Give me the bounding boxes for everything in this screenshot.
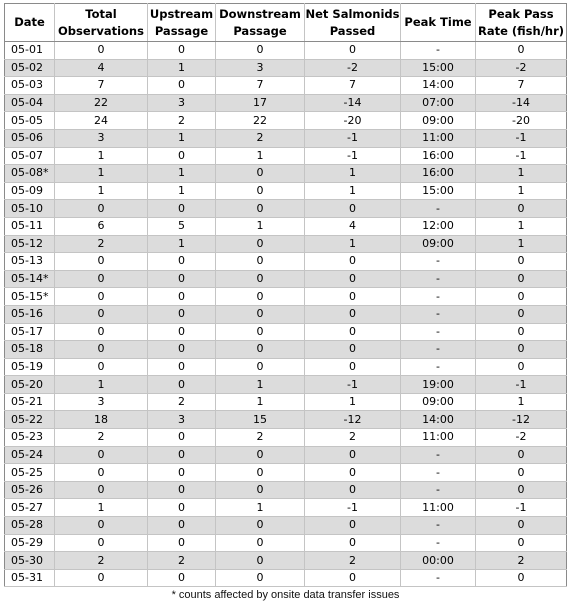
peak-pass-rate-cell: 0 xyxy=(476,534,567,552)
table-row xyxy=(5,499,567,517)
peak-pass-rate-cell: 1 xyxy=(476,235,567,253)
downstream-passage-cell: 0 xyxy=(216,182,305,200)
peak-pass-rate-cell: -1 xyxy=(476,129,567,147)
peak-time-cell: 11:00 xyxy=(401,499,476,517)
date-cell: 05-08* xyxy=(5,165,55,183)
total-observations-cell: 1 xyxy=(55,147,148,165)
upstream-passage-cell: 0 xyxy=(148,569,216,587)
header-total-line1: Total xyxy=(85,6,117,21)
table-row xyxy=(5,112,567,130)
header-rate-line1: Peak Pass xyxy=(488,6,554,21)
peak-pass-rate-cell: 0 xyxy=(476,358,567,376)
net-salmonids-cell: 1 xyxy=(305,393,401,411)
table-row xyxy=(5,147,567,165)
date-cell: 05-03 xyxy=(5,77,55,95)
net-salmonids-cell: 1 xyxy=(305,165,401,183)
header-net-line2: Passed xyxy=(329,23,376,38)
downstream-passage-cell: 1 xyxy=(216,393,305,411)
date-cell: 05-14* xyxy=(5,270,55,288)
salmon-passage-table xyxy=(4,3,567,587)
date-cell: 05-25 xyxy=(5,464,55,482)
header-total-observations xyxy=(55,4,148,42)
upstream-passage-cell: 0 xyxy=(148,534,216,552)
net-salmonids-cell: 0 xyxy=(305,288,401,306)
table-row xyxy=(5,42,567,60)
peak-pass-rate-cell: -12 xyxy=(476,411,567,429)
total-observations-cell: 0 xyxy=(55,200,148,218)
peak-time-cell: - xyxy=(401,288,476,306)
peak-time-cell: 15:00 xyxy=(401,59,476,77)
table-row xyxy=(5,429,567,447)
header-upstream-line2: Passage xyxy=(154,23,209,38)
downstream-passage-cell: 0 xyxy=(216,446,305,464)
header-net-salmonids-passed xyxy=(305,4,401,42)
net-salmonids-cell: 0 xyxy=(305,305,401,323)
table-row xyxy=(5,358,567,376)
downstream-passage-cell: 2 xyxy=(216,129,305,147)
downstream-passage-cell: 2 xyxy=(216,429,305,447)
peak-pass-rate-cell: 0 xyxy=(476,323,567,341)
peak-time-cell: - xyxy=(401,341,476,359)
peak-time-cell: - xyxy=(401,323,476,341)
date-cell: 05-01 xyxy=(5,42,55,60)
total-observations-cell: 0 xyxy=(55,270,148,288)
peak-pass-rate-cell: 0 xyxy=(476,481,567,499)
upstream-passage-cell: 1 xyxy=(148,235,216,253)
net-salmonids-cell: 0 xyxy=(305,341,401,359)
peak-time-cell: - xyxy=(401,42,476,60)
date-cell: 05-24 xyxy=(5,446,55,464)
peak-pass-rate-cell: 7 xyxy=(476,77,567,95)
peak-time-cell: 16:00 xyxy=(401,165,476,183)
peak-time-cell: - xyxy=(401,517,476,535)
peak-pass-rate-cell: -1 xyxy=(476,147,567,165)
table-row xyxy=(5,182,567,200)
peak-pass-rate-cell: 1 xyxy=(476,182,567,200)
downstream-passage-cell: 0 xyxy=(216,341,305,359)
net-salmonids-cell: -1 xyxy=(305,129,401,147)
date-cell: 05-18 xyxy=(5,341,55,359)
peak-pass-rate-cell: 0 xyxy=(476,305,567,323)
table-row xyxy=(5,376,567,394)
peak-time-cell: - xyxy=(401,305,476,323)
date-cell: 05-02 xyxy=(5,59,55,77)
peak-pass-rate-cell: 1 xyxy=(476,165,567,183)
upstream-passage-cell: 0 xyxy=(148,446,216,464)
peak-pass-rate-cell: 0 xyxy=(476,288,567,306)
upstream-passage-cell: 1 xyxy=(148,59,216,77)
peak-pass-rate-cell: -14 xyxy=(476,94,567,112)
upstream-passage-cell: 3 xyxy=(148,411,216,429)
downstream-passage-cell: 3 xyxy=(216,59,305,77)
net-salmonids-cell: 0 xyxy=(305,358,401,376)
date-cell: 05-17 xyxy=(5,323,55,341)
peak-pass-rate-cell: 0 xyxy=(476,569,567,587)
peak-pass-rate-cell: 0 xyxy=(476,517,567,535)
total-observations-cell: 3 xyxy=(55,129,148,147)
downstream-passage-cell: 0 xyxy=(216,200,305,218)
total-observations-cell: 1 xyxy=(55,499,148,517)
net-salmonids-cell: -12 xyxy=(305,411,401,429)
upstream-passage-cell: 1 xyxy=(148,165,216,183)
net-salmonids-cell: 0 xyxy=(305,534,401,552)
header-net-line1: Net Salmonids xyxy=(305,6,400,21)
total-observations-cell: 1 xyxy=(55,182,148,200)
table-row xyxy=(5,217,567,235)
upstream-passage-cell: 0 xyxy=(148,481,216,499)
upstream-passage-cell: 0 xyxy=(148,464,216,482)
table-row xyxy=(5,569,567,587)
table-row xyxy=(5,270,567,288)
table-row xyxy=(5,305,567,323)
net-salmonids-cell: 0 xyxy=(305,42,401,60)
upstream-passage-cell: 0 xyxy=(148,288,216,306)
footnote: * counts affected by onsite data transfer issues xyxy=(171,589,400,601)
date-cell: 05-07 xyxy=(5,147,55,165)
peak-time-cell: 14:00 xyxy=(401,77,476,95)
date-cell: 05-09 xyxy=(5,182,55,200)
table-row xyxy=(5,77,567,95)
date-cell: 05-22 xyxy=(5,411,55,429)
table-row xyxy=(5,94,567,112)
upstream-passage-cell: 0 xyxy=(148,77,216,95)
upstream-passage-cell: 0 xyxy=(148,253,216,271)
peak-time-cell: - xyxy=(401,253,476,271)
total-observations-cell: 7 xyxy=(55,77,148,95)
date-cell: 05-11 xyxy=(5,217,55,235)
upstream-passage-cell: 2 xyxy=(148,112,216,130)
peak-time-cell: 19:00 xyxy=(401,376,476,394)
net-salmonids-cell: 1 xyxy=(305,235,401,253)
peak-time-cell: 09:00 xyxy=(401,235,476,253)
table-row xyxy=(5,446,567,464)
net-salmonids-cell: -1 xyxy=(305,147,401,165)
table-row xyxy=(5,165,567,183)
table-row xyxy=(5,253,567,271)
table-row xyxy=(5,411,567,429)
total-observations-cell: 0 xyxy=(55,305,148,323)
upstream-passage-cell: 0 xyxy=(148,499,216,517)
peak-time-cell: - xyxy=(401,270,476,288)
upstream-passage-cell: 0 xyxy=(148,147,216,165)
downstream-passage-cell: 1 xyxy=(216,147,305,165)
downstream-passage-cell: 0 xyxy=(216,270,305,288)
date-cell: 05-10 xyxy=(5,200,55,218)
date-cell: 05-13 xyxy=(5,253,55,271)
net-salmonids-cell: 0 xyxy=(305,323,401,341)
table-row xyxy=(5,552,567,570)
total-observations-cell: 24 xyxy=(55,112,148,130)
header-date xyxy=(5,4,55,42)
peak-pass-rate-cell: 0 xyxy=(476,270,567,288)
date-cell: 05-06 xyxy=(5,129,55,147)
downstream-passage-cell: 0 xyxy=(216,305,305,323)
net-salmonids-cell: 4 xyxy=(305,217,401,235)
table-row xyxy=(5,481,567,499)
net-salmonids-cell: 0 xyxy=(305,200,401,218)
peak-time-cell: 11:00 xyxy=(401,429,476,447)
total-observations-cell: 0 xyxy=(55,253,148,271)
table-header xyxy=(5,4,567,42)
header-downstream-line1: Downstream xyxy=(219,6,301,21)
total-observations-cell: 0 xyxy=(55,534,148,552)
peak-pass-rate-cell: -2 xyxy=(476,429,567,447)
table-row xyxy=(5,200,567,218)
header-total-line2: Observations xyxy=(58,23,144,38)
total-observations-cell: 0 xyxy=(55,446,148,464)
total-observations-cell: 0 xyxy=(55,517,148,535)
net-salmonids-cell: -2 xyxy=(305,59,401,77)
peak-time-cell: 09:00 xyxy=(401,393,476,411)
peak-time-cell: 14:00 xyxy=(401,411,476,429)
date-cell: 05-04 xyxy=(5,94,55,112)
table-row xyxy=(5,517,567,535)
date-cell: 05-16 xyxy=(5,305,55,323)
date-cell: 05-21 xyxy=(5,393,55,411)
table-row xyxy=(5,534,567,552)
date-cell: 05-12 xyxy=(5,235,55,253)
header-downstream-line2: Passage xyxy=(233,23,287,38)
peak-pass-rate-cell: 0 xyxy=(476,446,567,464)
date-cell: 05-30 xyxy=(5,552,55,570)
peak-time-cell: 15:00 xyxy=(401,182,476,200)
peak-pass-rate-cell: 0 xyxy=(476,464,567,482)
total-observations-cell: 1 xyxy=(55,165,148,183)
total-observations-cell: 0 xyxy=(55,481,148,499)
date-cell: 05-20 xyxy=(5,376,55,394)
peak-pass-rate-cell: -1 xyxy=(476,376,567,394)
peak-pass-rate-cell: 0 xyxy=(476,253,567,271)
peak-time-cell: 12:00 xyxy=(401,217,476,235)
date-cell: 05-23 xyxy=(5,429,55,447)
downstream-passage-cell: 0 xyxy=(216,288,305,306)
total-observations-cell: 6 xyxy=(55,217,148,235)
table-row xyxy=(5,59,567,77)
header-rate-line2: Rate (fish/hr) xyxy=(477,23,565,38)
downstream-passage-cell: 0 xyxy=(216,517,305,535)
downstream-passage-cell: 0 xyxy=(216,481,305,499)
total-observations-cell: 4 xyxy=(55,59,148,77)
upstream-passage-cell: 0 xyxy=(148,429,216,447)
upstream-passage-cell: 0 xyxy=(148,323,216,341)
downstream-passage-cell: 22 xyxy=(216,112,305,130)
downstream-passage-cell: 7 xyxy=(216,77,305,95)
table-row xyxy=(5,341,567,359)
peak-time-cell: - xyxy=(401,534,476,552)
downstream-passage-cell: 1 xyxy=(216,376,305,394)
date-cell: 05-19 xyxy=(5,358,55,376)
downstream-passage-cell: 0 xyxy=(216,464,305,482)
net-salmonids-cell: 7 xyxy=(305,77,401,95)
net-salmonids-cell: 0 xyxy=(305,446,401,464)
date-cell: 05-28 xyxy=(5,517,55,535)
peak-time-cell: 09:00 xyxy=(401,112,476,130)
total-observations-cell: 0 xyxy=(55,569,148,587)
header-peak-time xyxy=(401,4,476,42)
peak-time-cell: - xyxy=(401,464,476,482)
net-salmonids-cell: 0 xyxy=(305,464,401,482)
downstream-passage-cell: 0 xyxy=(216,569,305,587)
downstream-passage-cell: 15 xyxy=(216,411,305,429)
net-salmonids-cell: -1 xyxy=(305,499,401,517)
date-cell: 05-29 xyxy=(5,534,55,552)
peak-time-cell: 11:00 xyxy=(401,129,476,147)
downstream-passage-cell: 0 xyxy=(216,552,305,570)
total-observations-cell: 0 xyxy=(55,42,148,60)
downstream-passage-cell: 1 xyxy=(216,217,305,235)
peak-time-cell: - xyxy=(401,481,476,499)
upstream-passage-cell: 0 xyxy=(148,341,216,359)
net-salmonids-cell: -20 xyxy=(305,112,401,130)
header-date-text: Date xyxy=(14,15,45,29)
upstream-passage-cell: 0 xyxy=(148,376,216,394)
net-salmonids-cell: 2 xyxy=(305,552,401,570)
date-cell: 05-31 xyxy=(5,569,55,587)
peak-pass-rate-cell: 0 xyxy=(476,341,567,359)
peak-pass-rate-cell: -20 xyxy=(476,112,567,130)
net-salmonids-cell: 0 xyxy=(305,270,401,288)
total-observations-cell: 22 xyxy=(55,94,148,112)
table-row xyxy=(5,464,567,482)
header-upstream-line1: Upstream xyxy=(149,6,214,21)
total-observations-cell: 0 xyxy=(55,341,148,359)
total-observations-cell: 0 xyxy=(55,464,148,482)
net-salmonids-cell: 0 xyxy=(305,569,401,587)
total-observations-cell: 2 xyxy=(55,235,148,253)
downstream-passage-cell: 0 xyxy=(216,253,305,271)
downstream-passage-cell: 0 xyxy=(216,534,305,552)
table-body xyxy=(5,42,567,587)
date-cell: 05-15* xyxy=(5,288,55,306)
total-observations-cell: 0 xyxy=(55,358,148,376)
upstream-passage-cell: 0 xyxy=(148,517,216,535)
peak-pass-rate-cell: 0 xyxy=(476,200,567,218)
header-upstream-passage xyxy=(148,4,216,42)
upstream-passage-cell: 0 xyxy=(148,358,216,376)
peak-time-cell: 00:00 xyxy=(401,552,476,570)
net-salmonids-cell: 2 xyxy=(305,429,401,447)
table-row xyxy=(5,129,567,147)
total-observations-cell: 0 xyxy=(55,323,148,341)
net-salmonids-cell: -1 xyxy=(305,376,401,394)
upstream-passage-cell: 5 xyxy=(148,217,216,235)
header-downstream-passage xyxy=(216,4,305,42)
net-salmonids-cell: 0 xyxy=(305,517,401,535)
peak-time-cell: - xyxy=(401,200,476,218)
header-row xyxy=(5,4,567,42)
total-observations-cell: 2 xyxy=(55,552,148,570)
peak-pass-rate-cell: 1 xyxy=(476,393,567,411)
peak-time-cell: 07:00 xyxy=(401,94,476,112)
upstream-passage-cell: 0 xyxy=(148,42,216,60)
table-row xyxy=(5,235,567,253)
upstream-passage-cell: 1 xyxy=(148,182,216,200)
total-observations-cell: 3 xyxy=(55,393,148,411)
table-row xyxy=(5,393,567,411)
total-observations-cell: 2 xyxy=(55,429,148,447)
upstream-passage-cell: 2 xyxy=(148,552,216,570)
peak-pass-rate-cell: 2 xyxy=(476,552,567,570)
table-row xyxy=(5,323,567,341)
downstream-passage-cell: 0 xyxy=(216,165,305,183)
header-peak-pass-rate xyxy=(476,4,567,42)
upstream-passage-cell: 1 xyxy=(148,129,216,147)
header-peak-time-text: Peak Time xyxy=(404,15,472,29)
downstream-passage-cell: 1 xyxy=(216,499,305,517)
peak-pass-rate-cell: -1 xyxy=(476,499,567,517)
upstream-passage-cell: 0 xyxy=(148,305,216,323)
downstream-passage-cell: 0 xyxy=(216,42,305,60)
peak-time-cell: 16:00 xyxy=(401,147,476,165)
downstream-passage-cell: 0 xyxy=(216,235,305,253)
total-observations-cell: 0 xyxy=(55,288,148,306)
net-salmonids-cell: 0 xyxy=(305,253,401,271)
net-salmonids-cell: 0 xyxy=(305,481,401,499)
peak-pass-rate-cell: -2 xyxy=(476,59,567,77)
date-cell: 05-05 xyxy=(5,112,55,130)
date-cell: 05-27 xyxy=(5,499,55,517)
downstream-passage-cell: 0 xyxy=(216,358,305,376)
peak-time-cell: - xyxy=(401,358,476,376)
total-observations-cell: 1 xyxy=(55,376,148,394)
date-cell: 05-26 xyxy=(5,481,55,499)
peak-pass-rate-cell: 1 xyxy=(476,217,567,235)
peak-time-cell: - xyxy=(401,569,476,587)
table-row xyxy=(5,288,567,306)
peak-time-cell: - xyxy=(401,446,476,464)
upstream-passage-cell: 3 xyxy=(148,94,216,112)
upstream-passage-cell: 0 xyxy=(148,200,216,218)
net-salmonids-cell: -14 xyxy=(305,94,401,112)
net-salmonids-cell: 1 xyxy=(305,182,401,200)
downstream-passage-cell: 17 xyxy=(216,94,305,112)
total-observations-cell: 18 xyxy=(55,411,148,429)
peak-pass-rate-cell: 0 xyxy=(476,42,567,60)
downstream-passage-cell: 0 xyxy=(216,323,305,341)
upstream-passage-cell: 0 xyxy=(148,270,216,288)
upstream-passage-cell: 2 xyxy=(148,393,216,411)
